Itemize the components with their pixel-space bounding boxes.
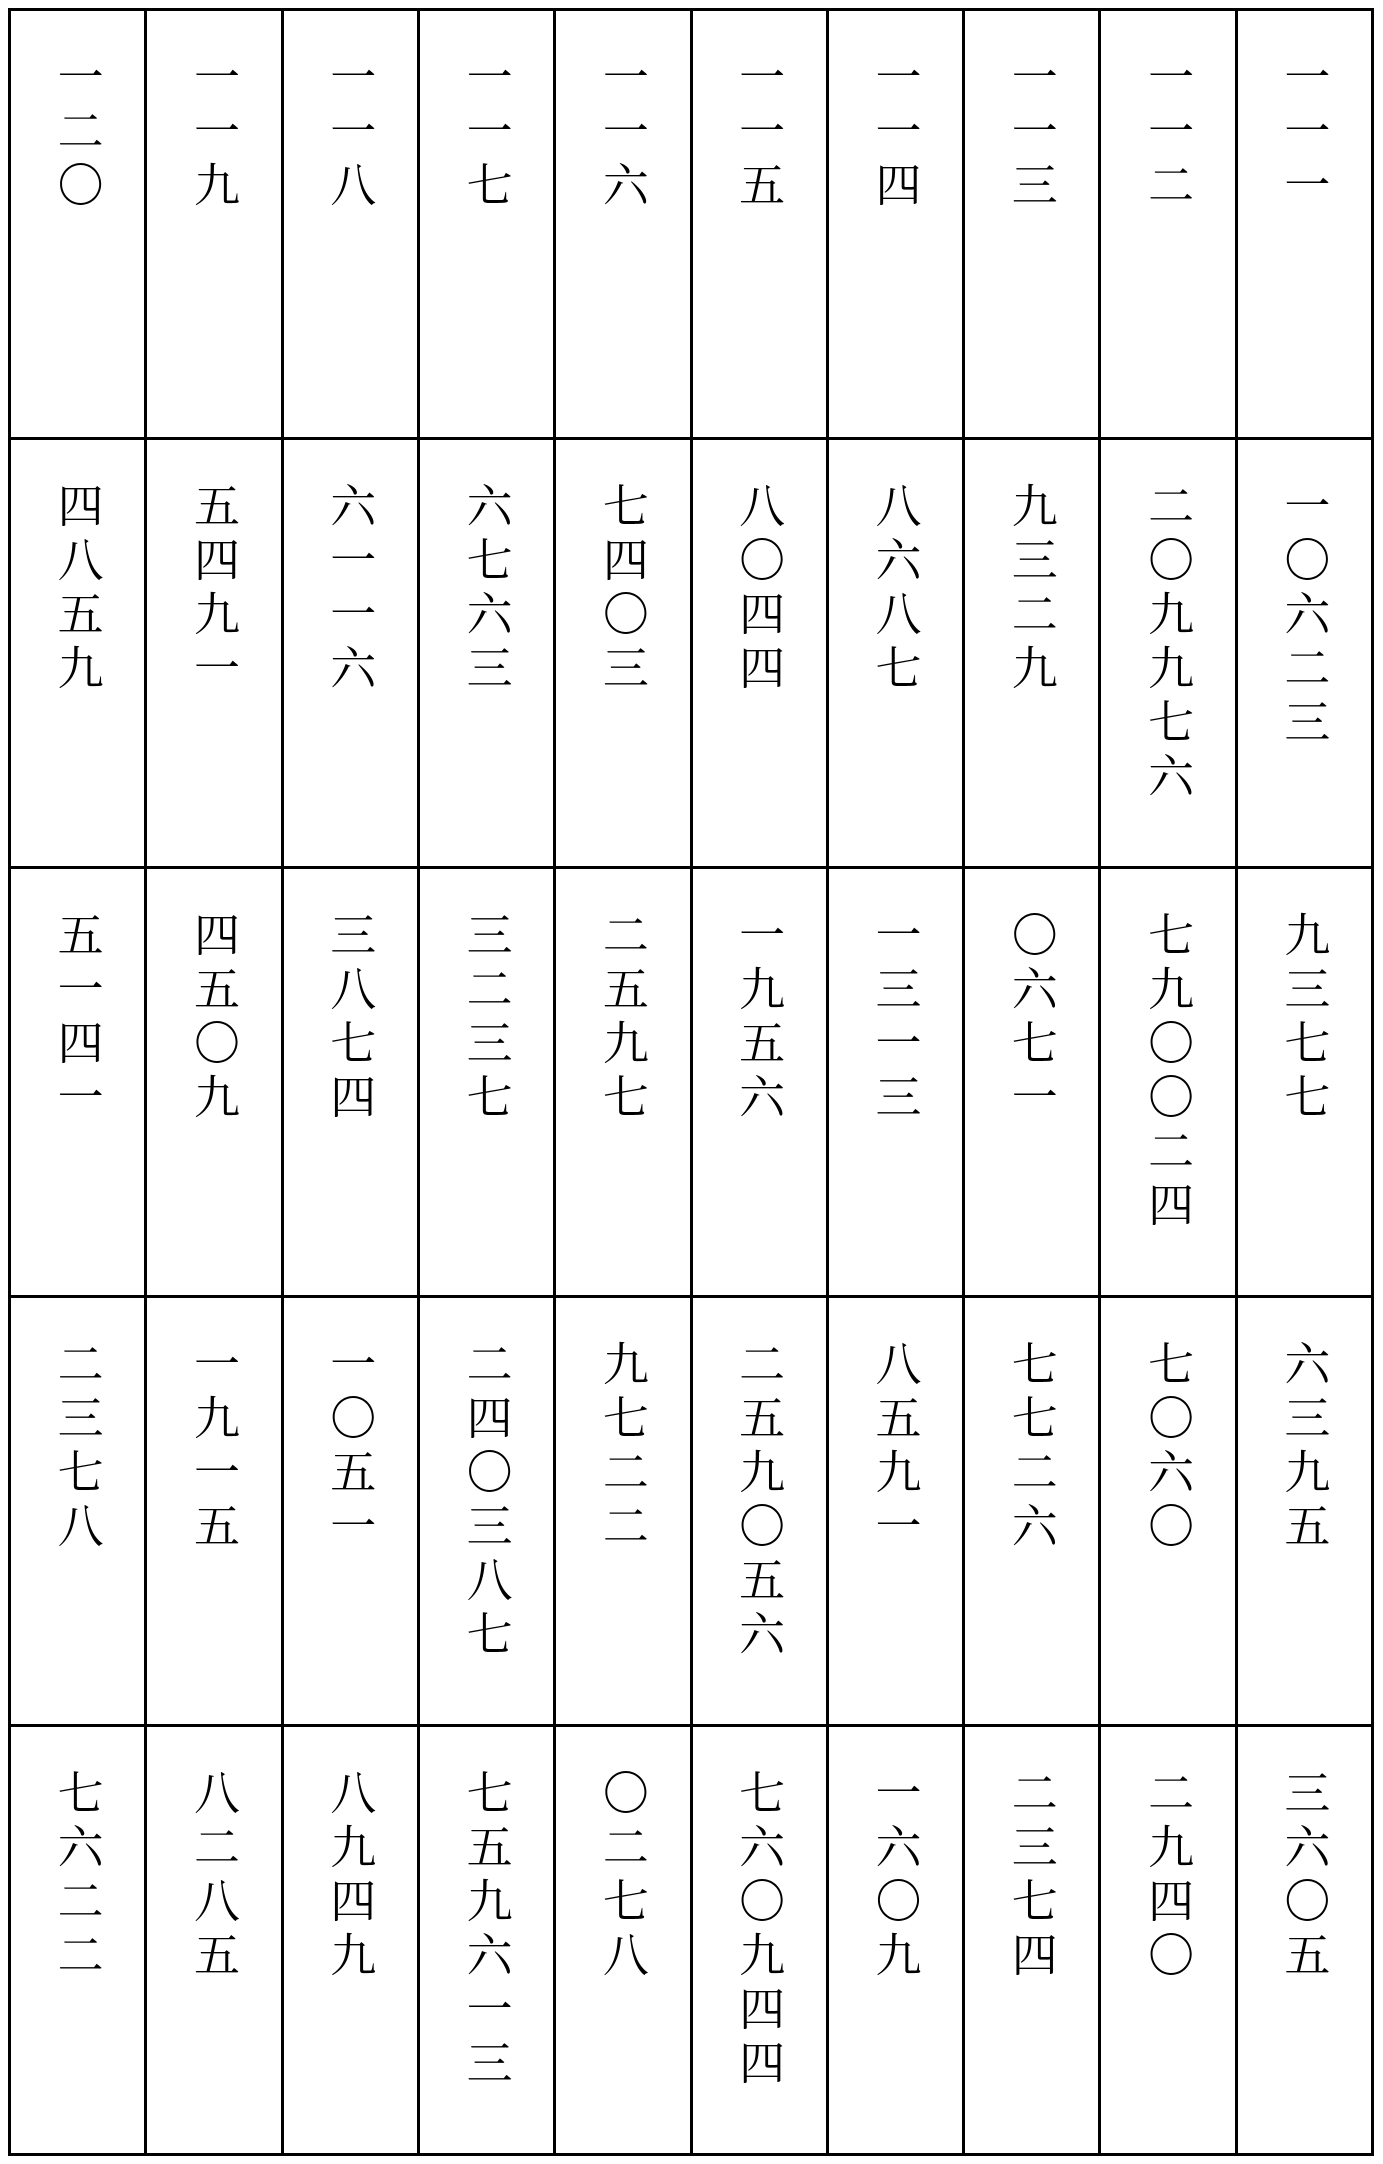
- cell-text: 一一六: [595, 53, 650, 215]
- table-cell: [417, 440, 553, 869]
- table-cell: [553, 11, 689, 440]
- cell-text: 七六二二: [50, 1769, 105, 1985]
- cell-text: 一九一五: [186, 1340, 241, 1556]
- cell-text: 二三七四: [1004, 1769, 1059, 1985]
- table-cell: [690, 869, 826, 1298]
- table-cell: [281, 11, 417, 440]
- table-cell: [553, 1727, 689, 2156]
- table-cell: [144, 1298, 280, 1727]
- table-cell: [826, 869, 962, 1298]
- cell-text: 四八五九: [50, 482, 105, 698]
- cell-text: 一〇六二三: [1277, 482, 1332, 752]
- cell-text: 一一四: [868, 53, 923, 215]
- table-cell: [690, 440, 826, 869]
- cell-text: 九三七七: [1277, 911, 1332, 1127]
- table-cell: [962, 11, 1098, 440]
- cell-text: 四五〇九: [186, 911, 241, 1127]
- cell-text: 七五九六一三: [459, 1769, 514, 2093]
- cell-text: 九七二二: [595, 1340, 650, 1556]
- table-cell: [1098, 1298, 1234, 1727]
- table-cell: [826, 1727, 962, 2156]
- cell-text: 七九〇〇二四: [1141, 911, 1196, 1235]
- table-cell: [553, 1298, 689, 1727]
- cell-text: 二五九〇五六: [732, 1340, 787, 1664]
- table-cell: [962, 440, 1098, 869]
- table-cell: [1098, 869, 1234, 1298]
- cell-text: 五一四一: [50, 911, 105, 1127]
- cell-text: 一〇五一: [323, 1340, 378, 1556]
- table-cell: [1098, 440, 1234, 869]
- cell-text: 一九五六: [732, 911, 787, 1127]
- cell-text: 二三七八: [50, 1340, 105, 1556]
- table-cell: [553, 869, 689, 1298]
- cell-text: 七六〇九四四: [732, 1769, 787, 2093]
- cell-text: 〇六七一: [1004, 911, 1059, 1127]
- cell-text: 一一九: [186, 53, 241, 215]
- table-cell: [690, 1298, 826, 1727]
- table-cell: [962, 1727, 1098, 2156]
- table-cell: [826, 1298, 962, 1727]
- table-cell: [1235, 440, 1371, 869]
- cell-text: 二四〇三八七: [459, 1340, 514, 1664]
- table-cell: [962, 869, 1098, 1298]
- table-cell: [1235, 1298, 1371, 1727]
- cell-text: 三六〇五: [1277, 1769, 1332, 1985]
- numeral-table: [8, 8, 1374, 2156]
- cell-text: 八二八五: [186, 1769, 241, 1985]
- cell-text: 八〇四四: [732, 482, 787, 698]
- cell-text: 三八七四: [323, 911, 378, 1127]
- cell-text: 二五九七: [595, 911, 650, 1127]
- table-cell: [826, 11, 962, 440]
- table-cell: [690, 11, 826, 440]
- table-cell: [144, 1727, 280, 2156]
- table-cell: [144, 869, 280, 1298]
- table-cell: [1235, 869, 1371, 1298]
- table-cell: [1098, 11, 1234, 440]
- cell-text: 八九四九: [323, 1769, 378, 1985]
- cell-text: 七七二六: [1004, 1340, 1059, 1556]
- cell-text: 七〇六〇: [1141, 1340, 1196, 1556]
- cell-text: 一一二: [1141, 53, 1196, 215]
- table-cell: [1235, 11, 1371, 440]
- cell-text: 一一五: [732, 53, 787, 215]
- table-cell: [417, 869, 553, 1298]
- cell-text: 三二三七: [459, 911, 514, 1127]
- cell-text: 一一七: [459, 53, 514, 215]
- table-cell: [417, 1727, 553, 2156]
- table-cell: [281, 1727, 417, 2156]
- cell-text: 〇二七八: [595, 1769, 650, 1985]
- table-cell: [281, 869, 417, 1298]
- table-cell: [962, 1298, 1098, 1727]
- table-cell: [8, 440, 144, 869]
- table-cell: [281, 440, 417, 869]
- cell-text: 六一一六: [323, 482, 378, 698]
- table-cell: [417, 1298, 553, 1727]
- table-cell: [8, 869, 144, 1298]
- table-cell: [8, 1727, 144, 2156]
- cell-text: 一二〇: [50, 53, 105, 215]
- cell-text: 一三一三: [868, 911, 923, 1127]
- cell-text: 一一一: [1277, 53, 1332, 215]
- cell-text: 九三二九: [1004, 482, 1059, 698]
- table-cell: [826, 440, 962, 869]
- cell-text: 六七六三: [459, 482, 514, 698]
- cell-text: 六三九五: [1277, 1340, 1332, 1556]
- table-cell: [8, 11, 144, 440]
- table-cell: [690, 1727, 826, 2156]
- cell-text: 一六〇九: [868, 1769, 923, 1985]
- cell-text: 八五九一: [868, 1340, 923, 1556]
- cell-text: 一一三: [1004, 53, 1059, 215]
- cell-text: 七四〇三: [595, 482, 650, 698]
- table-cell: [281, 1298, 417, 1727]
- table-cell: [144, 11, 280, 440]
- table-cell: [144, 440, 280, 869]
- table-cell: [417, 11, 553, 440]
- cell-text: 一一八: [323, 53, 378, 215]
- table-cell: [1235, 1727, 1371, 2156]
- cell-text: 八六八七: [868, 482, 923, 698]
- cell-text: 二九四〇: [1141, 1769, 1196, 1985]
- cell-text: 二〇九九七六: [1141, 482, 1196, 806]
- table-cell: [1098, 1727, 1234, 2156]
- table-cell: [553, 440, 689, 869]
- table-cell: [8, 1298, 144, 1727]
- cell-text: 五四九一: [186, 482, 241, 698]
